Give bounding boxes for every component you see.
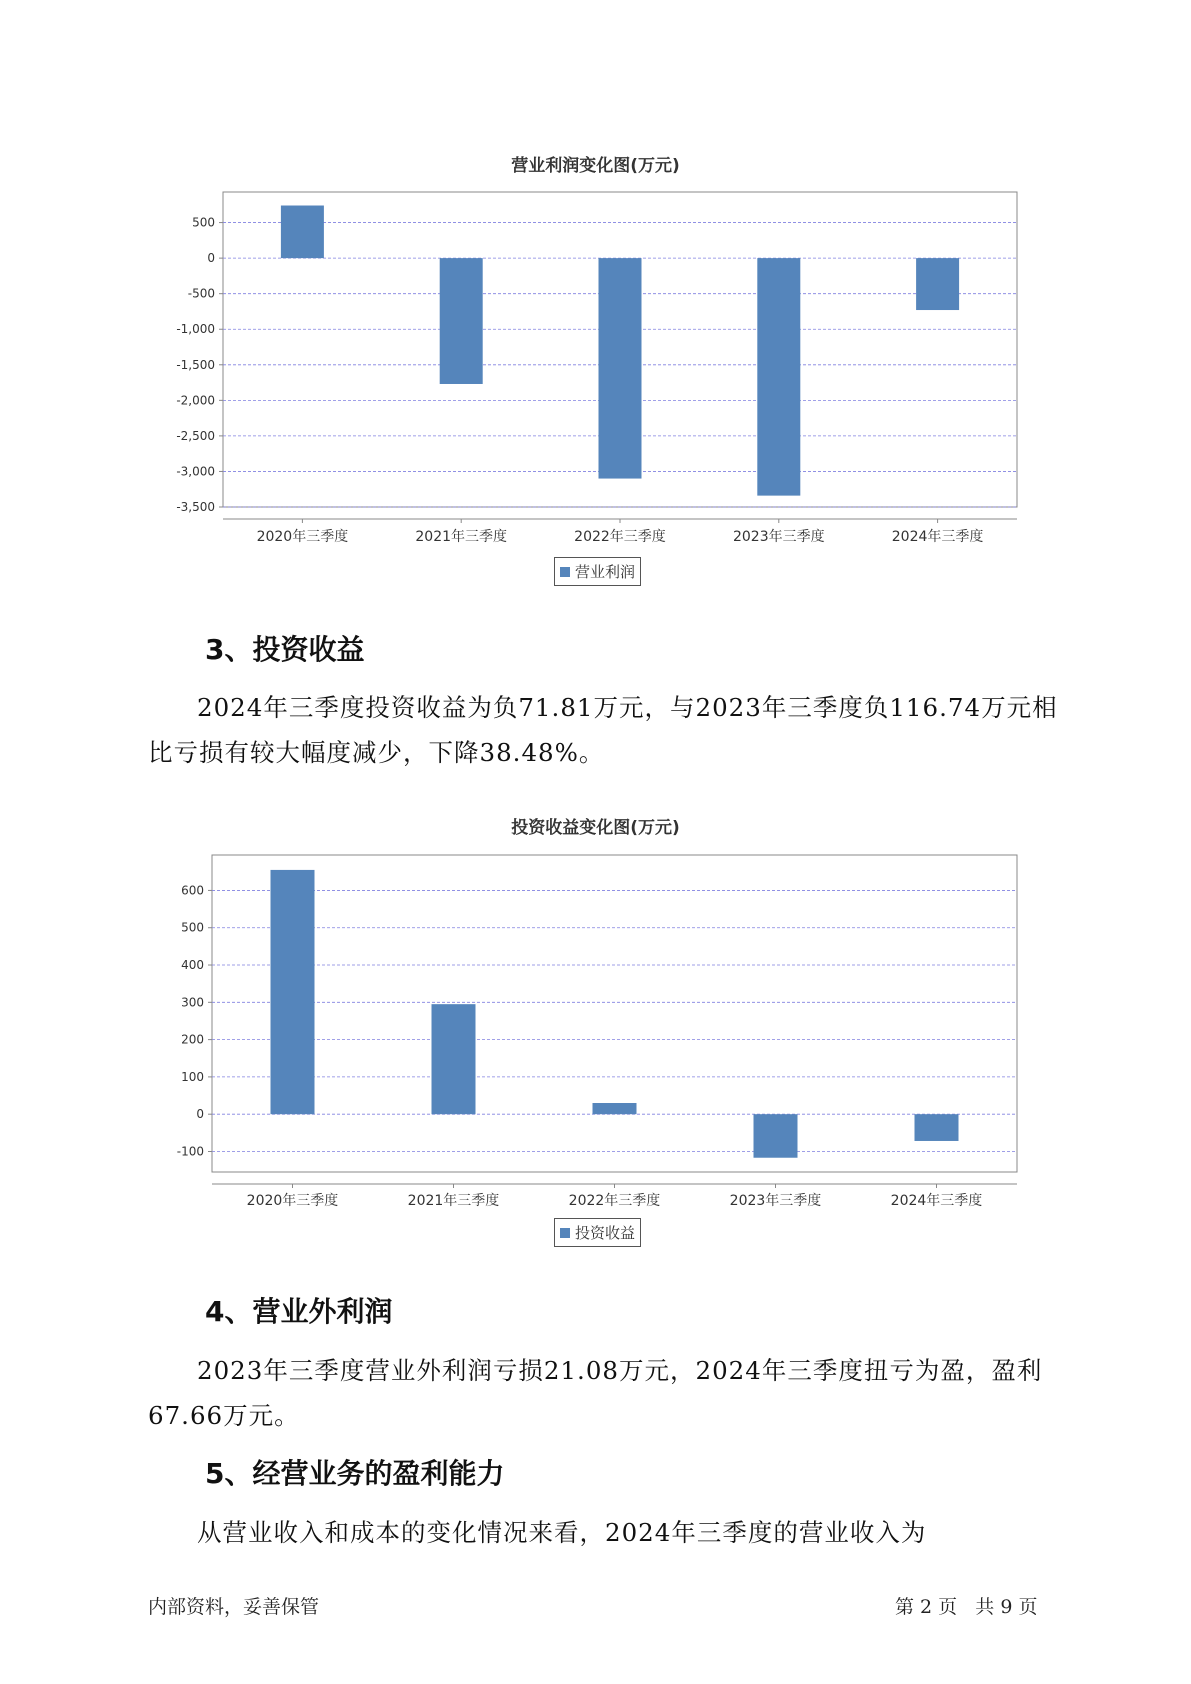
y-tick-label: 300 — [181, 995, 204, 1010]
section-heading-non-operating-profit: 4、营业外利润 — [205, 1295, 393, 1328]
y-tick-label: 500 — [181, 920, 204, 935]
bar — [593, 1103, 637, 1114]
x-tick-label: 2024年三季度 — [891, 529, 984, 545]
x-tick-label: 2020年三季度 — [246, 1193, 339, 1209]
y-tick-label: 100 — [181, 1069, 204, 1084]
paragraph-non-operating-profit: 2023年三季度营业外利润亏损21.08万元，2024年三季度扭亏为盈，盈利67.66万元。 — [148, 1356, 1043, 1430]
x-tick-label: 2022年三季度 — [568, 1193, 661, 1209]
y-tick-label: 500 — [192, 215, 215, 230]
y-tick-label: 0 — [196, 1107, 204, 1122]
y-tick-label: -500 — [187, 286, 215, 301]
y-tick-label: -2,000 — [176, 393, 215, 408]
x-tick-label: 2021年三季度 — [415, 529, 508, 545]
footer-left: 内部资料，妥善保管 — [148, 1596, 320, 1618]
x-tick-label: 2023年三季度 — [729, 1193, 822, 1209]
y-tick-label: 200 — [181, 1032, 204, 1047]
y-tick-label: -100 — [176, 1144, 204, 1159]
legend-label: 营业利润 — [575, 563, 636, 581]
chart-title: 营业利润变化图(万元) — [511, 156, 680, 176]
y-tick-label: -3,000 — [176, 464, 215, 479]
y-tick-label: 600 — [181, 883, 204, 898]
legend-label: 投资收益 — [575, 1224, 636, 1242]
chart-legend — [554, 1218, 641, 1247]
x-tick-label: 2021年三季度 — [407, 1193, 500, 1209]
y-tick-label: 400 — [181, 958, 204, 973]
section-heading-profitability: 5、经营业务的盈利能力 — [205, 1457, 505, 1490]
bar — [271, 870, 315, 1114]
y-tick-label: -1,500 — [176, 357, 215, 372]
chart-title: 投资收益变化图(万元) — [511, 818, 680, 838]
bar — [915, 1114, 959, 1141]
legend-swatch — [560, 1228, 570, 1238]
y-tick-label: -3,500 — [176, 500, 215, 514]
paragraph-profitability: 从营业收入和成本的变化情况来看，2024年三季度的营业收入为 — [197, 1518, 927, 1547]
x-tick-label: 2023年三季度 — [732, 529, 825, 545]
section-heading-investment-income: 3、投资收益 — [205, 633, 365, 666]
page-number: 第 2 页 共 9 页 — [895, 1596, 1038, 1618]
paragraph-investment-income: 2024年三季度投资收益为负71.81万元，与2023年三季度负116.74万元相比亏损有较大幅度减少，下降38.48%。 — [148, 693, 1058, 767]
x-tick-label: 2022年三季度 — [574, 529, 666, 545]
y-tick-label: -2,500 — [176, 428, 215, 443]
y-tick-label: -1,000 — [176, 322, 215, 337]
bar — [754, 1114, 798, 1158]
x-tick-label: 2020年三季度 — [256, 529, 349, 545]
x-tick-label: 2024年三季度 — [890, 1193, 983, 1209]
y-tick-label: 0 — [207, 251, 215, 266]
plot-area — [212, 855, 1017, 1172]
bar — [432, 1004, 476, 1114]
